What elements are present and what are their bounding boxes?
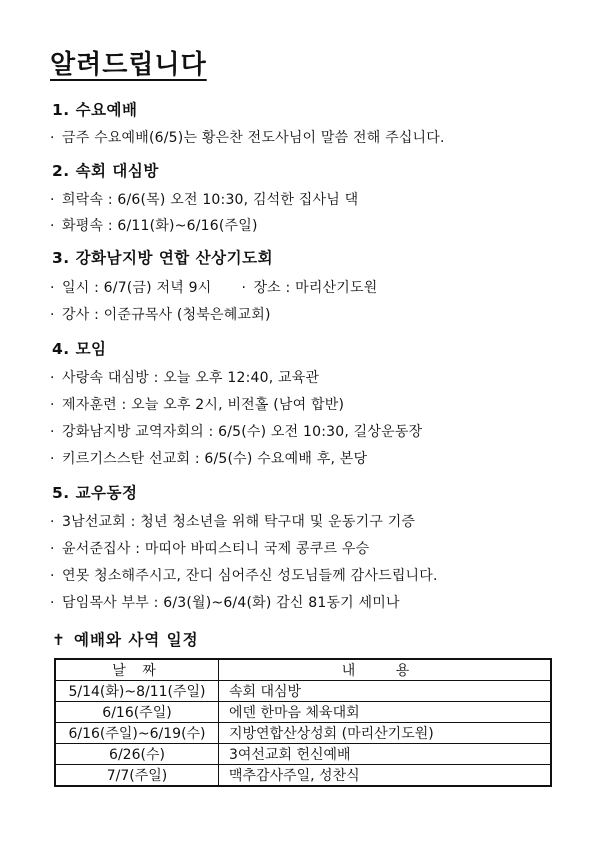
schedule-date: 6/16(주일) xyxy=(55,702,219,723)
list-item xyxy=(50,511,415,531)
schedule-date: 5/14(화)~8/11(주일) xyxy=(55,681,219,702)
schedule-heading xyxy=(52,628,199,650)
list-item-text: 희락속 : 6/6(목) 오전 10:30, 김석한 집사님 댁 xyxy=(62,192,359,208)
list-item xyxy=(50,215,258,235)
schedule-content: 지방연합산상성회 (마리산기도원) xyxy=(219,723,552,744)
list-item-text: 키르기스스탄 선교회 : 6/5(수) 수요예배 후, 본당 xyxy=(62,451,368,467)
bullet-dot: · xyxy=(50,192,55,208)
list-item xyxy=(50,421,422,441)
column-header-content: 내 용 xyxy=(219,659,552,681)
bullet-dot: · xyxy=(50,514,55,530)
list-item xyxy=(50,448,367,468)
table-row xyxy=(55,702,551,723)
schedule-content: 3여선교회 헌신예배 xyxy=(219,744,552,765)
table-row xyxy=(55,744,551,765)
bullet-dot: · xyxy=(50,424,55,440)
schedule-content: 맥추감사주일, 성찬식 xyxy=(219,765,552,787)
table-row xyxy=(55,723,551,744)
list-item xyxy=(50,592,400,612)
bullet-dot: · xyxy=(50,568,55,584)
cross-icon: ✝ xyxy=(52,631,66,649)
section-heading: 2. 속회 대심방 xyxy=(52,162,159,180)
list-item xyxy=(50,189,358,209)
table-header-row xyxy=(55,659,551,681)
section-heading: 3. 강화남지방 연합 산상기도회 xyxy=(52,249,274,267)
list-item xyxy=(50,127,445,147)
list-item xyxy=(50,277,377,297)
bullet-dot: · xyxy=(50,280,55,296)
bullet-dot: · xyxy=(50,307,55,323)
list-item-text: 강사 : 이준규목사 (청북은혜교회) xyxy=(62,307,271,323)
bullet-dot: · xyxy=(50,370,55,386)
bullet-dot: · xyxy=(50,595,55,611)
table-row xyxy=(55,765,551,787)
list-item-text: 제자훈련 : 오늘 오후 2시, 비전홀 (남여 합반) xyxy=(62,397,345,413)
schedule-content: 에덴 한마음 체육대회 xyxy=(219,702,552,723)
column-header-date: 날 짜 xyxy=(55,659,219,681)
bullet-dot: · xyxy=(50,397,55,413)
list-item-text: 금주 수요예배(6/5)는 황은찬 전도사님이 말씀 전해 주십니다. xyxy=(62,130,445,146)
section-heading: 5. 교우동정 xyxy=(52,484,138,502)
page-title: 알려드립니다 xyxy=(50,50,207,80)
schedule-date: 6/16(주일)~6/19(수) xyxy=(55,723,219,744)
list-item-text: 화평속 : 6/11(화)~6/16(주일) xyxy=(62,218,258,234)
list-item-text: 연못 청소해주시고, 잔디 심어주신 성도님들께 감사드립니다. xyxy=(62,568,438,584)
list-item xyxy=(50,367,319,387)
list-item-text: 일시 : 6/7(금) 저녁 9시 xyxy=(62,280,212,296)
list-item-text: 3남선교회 : 청년 청소년을 위해 탁구대 및 운동기구 기증 xyxy=(62,514,416,530)
list-item xyxy=(50,304,271,324)
table-row xyxy=(55,681,551,702)
list-item-text: 사랑속 대심방 : 오늘 오후 12:40, 교육관 xyxy=(62,370,320,386)
list-item-text: 강화남지방 교역자회의 : 6/5(수) 오전 10:30, 길상운동장 xyxy=(62,424,423,440)
bullet-dot: · xyxy=(50,451,55,467)
list-item-text: 윤서준집사 : 마띠아 바띠스티니 국제 콩쿠르 우승 xyxy=(62,541,370,557)
bullet-dot: · xyxy=(241,280,247,296)
schedule-date: 7/7(주일) xyxy=(55,765,219,787)
list-item xyxy=(50,565,438,585)
bullet-dot: · xyxy=(50,130,55,146)
list-item xyxy=(50,538,369,558)
schedule-table xyxy=(54,658,552,787)
schedule-date: 6/26(수) xyxy=(55,744,219,765)
bullet-dot: · xyxy=(50,218,55,234)
section-heading: 4. 모임 xyxy=(52,340,107,358)
schedule-content: 속회 대심방 xyxy=(219,681,552,702)
list-item-text: 장소 : 마리산기도원 xyxy=(253,280,378,296)
list-item xyxy=(50,394,344,414)
bullet-dot: · xyxy=(50,541,55,557)
list-item-text: 담임목사 부부 : 6/3(월)~6/4(화) 감신 81동기 세미나 xyxy=(62,595,400,611)
schedule-heading-text: 예배와 사역 일정 xyxy=(74,631,199,649)
section-heading: 1. 수요예배 xyxy=(52,101,138,119)
